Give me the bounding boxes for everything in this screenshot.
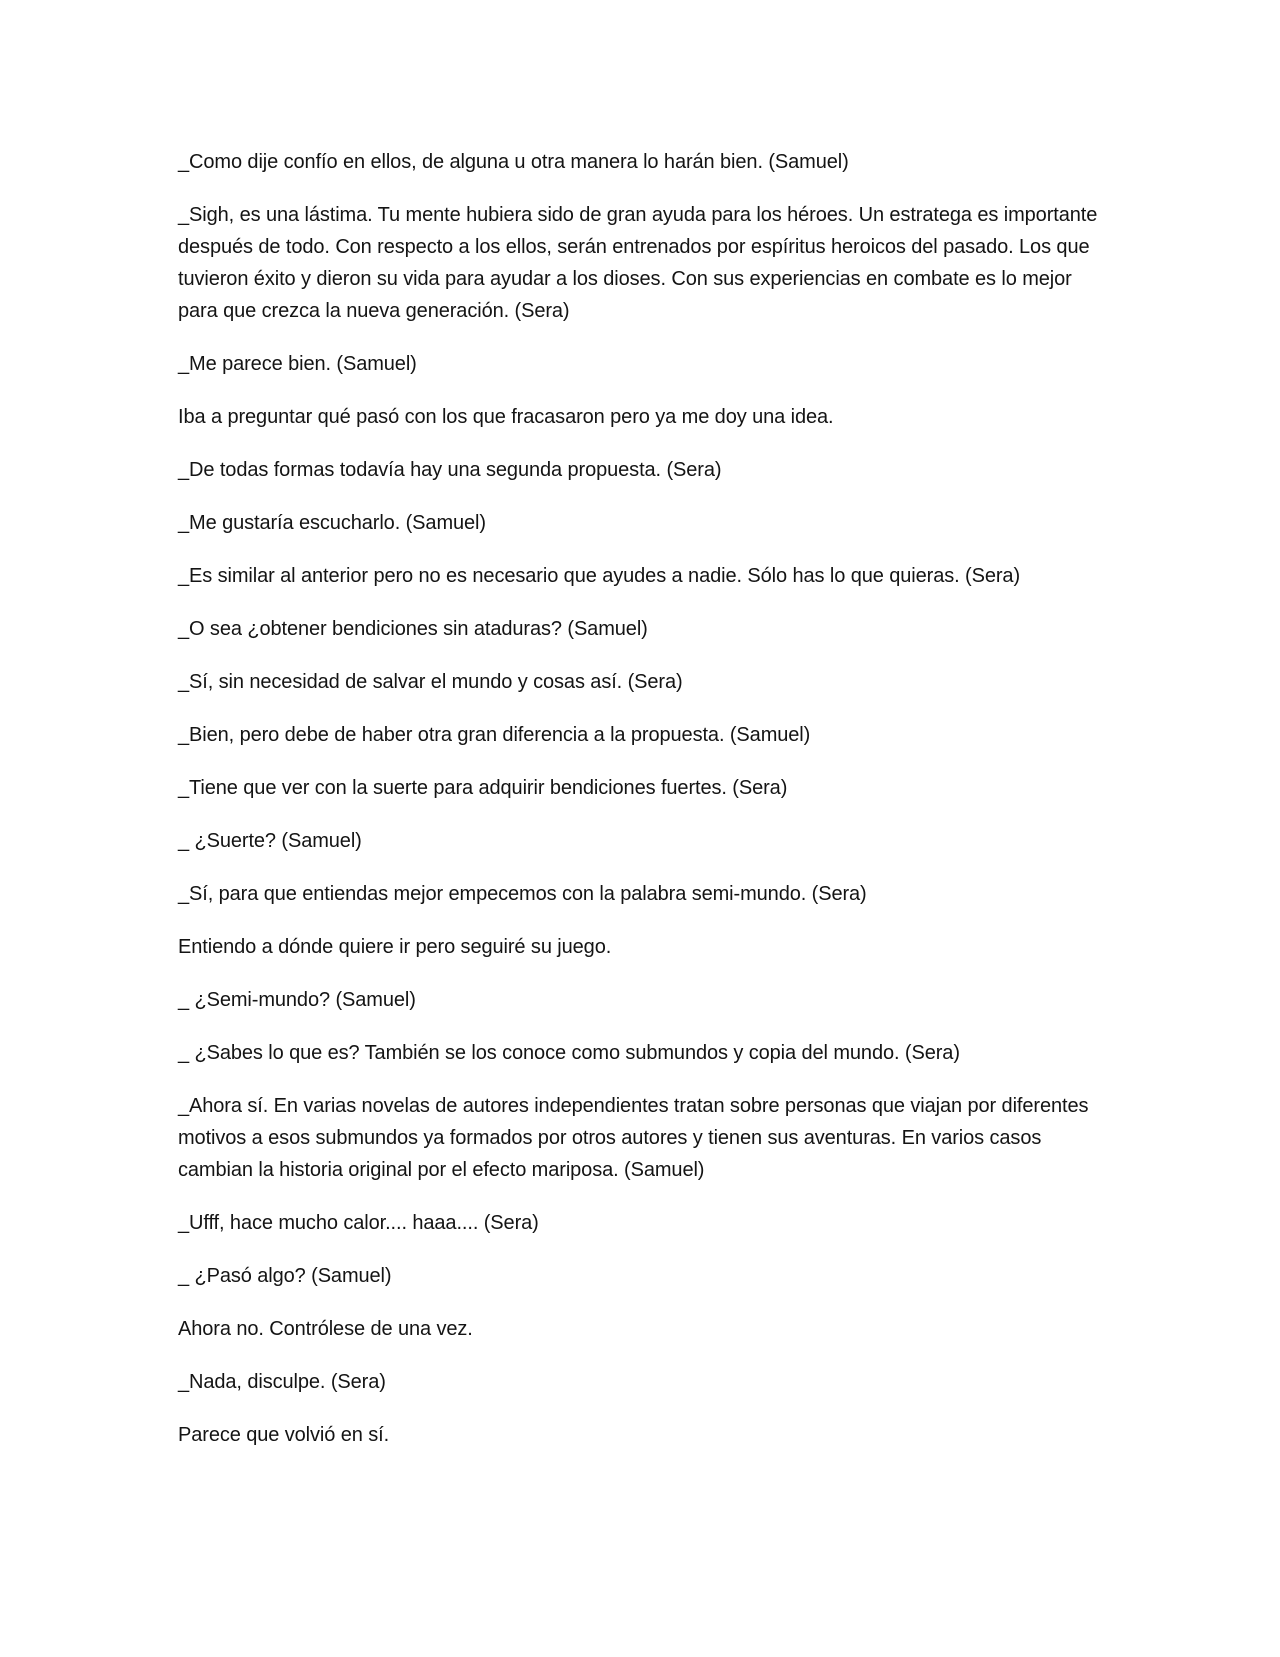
paragraph-2: _Sigh, es una lástima. Tu mente hubiera sido de gran ayuda para los héroes. Un estratega es importante después de todo. Con respecto a los ellos, serán entrenados por espíritus heroicos del pasado. Los que tuvieron éxito y dieron su vida para ayudar a los dioses. Con sus experiencias en combate es lo mejor para que crezca la nueva generación. (Sera) — [178, 204, 1098, 322]
paragraph-9: _Sí, sin necesidad de salvar el mundo y cosas así. (Sera) — [178, 671, 683, 693]
paragraph-1: _Como dije confío en ellos, de alguna u otra manera lo harán bien. (Samuel) — [178, 151, 849, 173]
paragraph-16: _ ¿Sabes lo que es? También se los conoce como submundos y copia del mundo. (Sera) — [178, 1042, 960, 1064]
paragraph-15: _ ¿Semi-mundo? (Samuel) — [178, 989, 416, 1011]
paragraph-21: _Nada, disculpe. (Sera) — [178, 1371, 386, 1393]
paragraph-4: Iba a preguntar qué pasó con los que fracasaron pero ya me doy una idea. — [178, 406, 834, 428]
paragraph-6: _Me gustaría escucharlo. (Samuel) — [178, 512, 486, 534]
paragraph-20: Ahora no. Contrólese de una vez. — [178, 1318, 473, 1340]
paragraph-17: _Ahora sí. En varias novelas de autores independientes tratan sobre personas que viajan por diferentes motivos a esos submundos ya formados por otros autores y tienen sus aventuras. En varios casos cambian la historia original por el efecto mariposa. (Samuel) — [178, 1095, 1089, 1181]
paragraph-10: _Bien, pero debe de haber otra gran diferencia a la propuesta. (Samuel) — [178, 724, 811, 746]
paragraph-11: _Tiene que ver con la suerte para adquirir bendiciones fuertes. (Sera) — [178, 777, 788, 799]
paragraph-5: _De todas formas todavía hay una segunda propuesta. (Sera) — [178, 459, 722, 481]
paragraph-14: Entiendo a dónde quiere ir pero seguiré su juego. — [178, 936, 612, 958]
paragraph-22: Parece que volvió en sí. — [178, 1424, 390, 1446]
paragraph-7: _Es similar al anterior pero no es necesario que ayudes a nadie. Sólo has lo que quieras. (Sera) — [178, 565, 1021, 587]
paragraph-13: _Sí, para que entiendas mejor empecemos con la palabra semi-mundo. (Sera) — [178, 883, 867, 905]
paragraph-3: _Me parece bien. (Samuel) — [178, 353, 417, 375]
paragraph-12: _ ¿Suerte? (Samuel) — [178, 830, 362, 852]
paragraph-8: _O sea ¿obtener bendiciones sin ataduras? (Samuel) — [178, 618, 648, 640]
document-body — [178, 146, 1108, 1472]
paragraph-19: _ ¿Pasó algo? (Samuel) — [178, 1265, 392, 1287]
paragraph-18: _Ufff, hace mucho calor.... haaa.... (Sera) — [178, 1212, 539, 1234]
